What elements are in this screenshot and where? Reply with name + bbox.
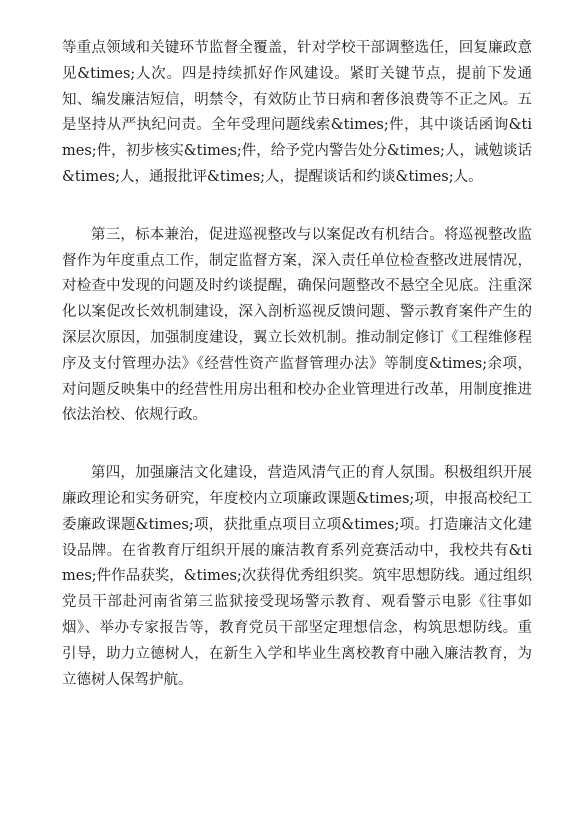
paragraph-continuation: 等重点领域和关键环节监督全覆盖，针对学校干部调整选任，回复廉政意见&times;人次。四是持续抓好作风建设。紧盯关键节点，提前下发通知、编发廉洁短信，明禁令，有效防止节日病和奢侈浪费等不正之风。五是坚持从严执纪问责。全年受理问题线索&times;件，其中谈话函询&times;件，初步核实&times;件，给予党内警告处分&times;人，诫勉谈话&times;人，通报批评&times;人，提醒谈话和约谈&times;人。 <box>62 40 532 185</box>
paragraph-spacer <box>62 429 532 461</box>
paragraph-fourth: 第四，加强廉洁文化建设，营造风清气正的育人氛围。积极组织开展廉政理论和实务研究，年度校内立项廉政课题&times;项，申报高校纪工委廉政课题&times;项，获批重点项目立项&times;项。打造廉洁文化建设品牌。在省教育厅组织开展的廉洁教育系列竞赛活动中，我校共有&times;件作品获奖，&times;次获得优秀组织奖。筑牢思想防线。通过组织党员干部赴河南省第三监狱接受现场警示教育、观看警示电影《往事如烟》、举办专家报告等，教育党员干部坚定理想信念，构筑思想防线。重引导，助力立德树人，在新生入学和毕业生离校教育中融入廉洁教育，为立德树人保驾护航。 <box>62 465 532 688</box>
paragraph-spacer <box>62 191 532 223</box>
paragraph-third: 第三，标本兼治，促进巡视整改与以案促改有机结合。将巡视整改监督作为年度重点工作，制定监督方案，深入责任单位检查整改进展情况，对检查中发现的问题及时约谈提醒，确保问题整改不悬空全见底。注重深化以案促改长效机制建设，深入剖析巡视反馈问题、警示教育案件产生的深层次原因，加强制度建设，翼立长效机制。推动制定修订《工程维修程序及支付管理办法》《经营性资产监督管理办法》等制度&times;余项，对问题反映集中的经营性用房出租和校办企业管理进行改革，用制度推进依法治校、依规行政。 <box>62 226 532 424</box>
document-page <box>62 36 532 693</box>
